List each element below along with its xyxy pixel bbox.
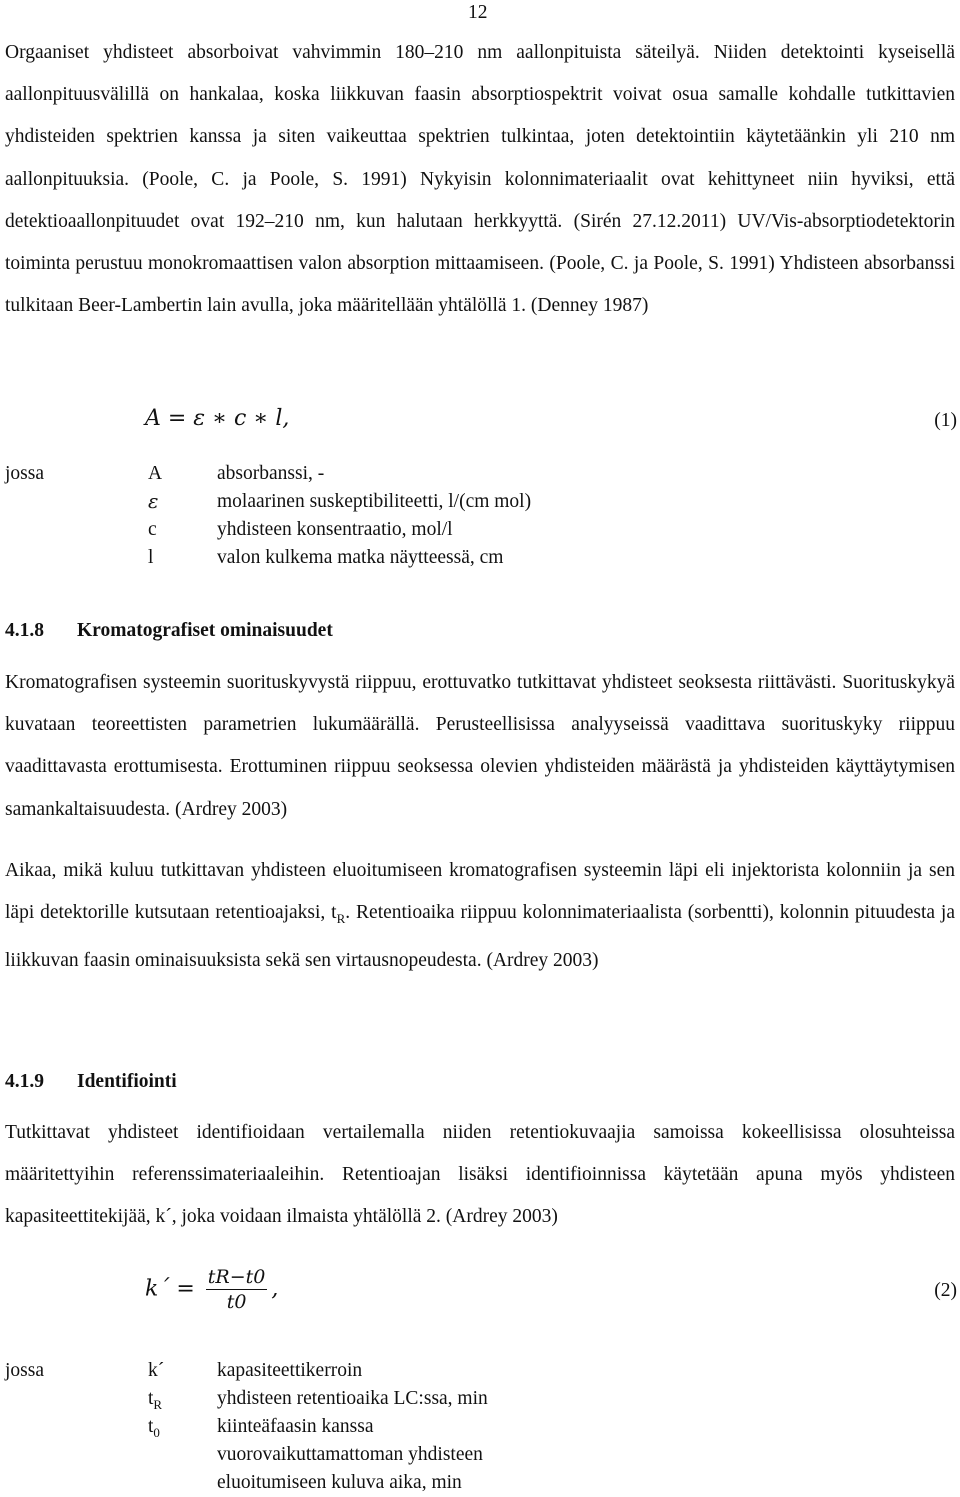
equation-2-denominator: t0 [226, 1291, 247, 1313]
variable-symbol: A [148, 463, 163, 484]
variable-description: molaarinen suskeptibiliteetti, l/(cm mol) [217, 491, 532, 512]
page-number: 12 [468, 2, 488, 23]
variable-description: absorbanssi, - [217, 463, 325, 484]
equation-2 [0, 1262, 960, 1318]
variables-lead: jossa [5, 463, 44, 484]
equation-2-numerator: tR−t0 [207, 1266, 266, 1288]
variables-list-1 [5, 460, 955, 572]
variable-description: kiinteäfaasin kanssa vuorovaikuttamattoman yhdisteen eluoitumiseen kuluva aika, min [217, 1416, 483, 1493]
paragraph-retention-time [5, 850, 955, 983]
heading-number: 4.1.8 [5, 620, 44, 641]
variable-row [5, 1385, 955, 1413]
variable-description: valon kulkema matka näytteessä, cm [217, 547, 504, 568]
retention-text-before: Aikaa, mikä kuluu tutkittavan yhdisteen eluoitumiseen kromatografisen systeemin läpi eli injektorista kolonniin ja sen läpi detektorille kutsutaan retentioajaksi, t [5, 860, 955, 924]
equation-1-number: (1) [934, 410, 957, 431]
variable-description: yhdisteen konsentraatio, mol/l [217, 519, 453, 540]
variable-row [5, 460, 955, 488]
equation-2-formula [145, 1266, 278, 1313]
variable-symbol: l [148, 547, 154, 568]
variable-row [5, 488, 955, 516]
equation-2-fraction [206, 1266, 268, 1313]
equation-1-formula: A = ε ∗ c ∗ l, [145, 406, 290, 431]
paragraph-identification: Tutkittavat yhdisteet identifioidaan vertailemalla niiden retentiokuvaajia samoissa kokeellisissa olosuhteissa määritettyihin referenssimateriaaleihin. Retentioajan lisäksi identifioinnissa käytetään apuna myös yhdisteen kapasiteettitekijää, k´, joka voidaan ilmaista yhtälöllä 2. (Ardrey 2003) [5, 1122, 955, 1228]
equation-2-tail: , [271, 1276, 279, 1302]
heading-number: 4.1.9 [5, 1071, 44, 1092]
equation-1 [0, 402, 960, 442]
variable-row [5, 1413, 955, 1493]
retention-subscript: R [336, 911, 346, 927]
variable-symbol: c [148, 519, 157, 540]
retention-text-after: . Retentioaika riippuu kolonnimateriaalista (sorbentti), kolonnin pituudesta ja liikkuvan faasin ominaisuuksista sekä sen virtausnopeudesta. (Ardrey 2003) [5, 902, 955, 972]
section-heading-4-1-9 [5, 1071, 177, 1093]
variable-description: yhdisteen retentioaika LC:ssa, min [217, 1388, 488, 1409]
section-heading-4-1-8 [5, 620, 333, 642]
variable-description: kapasiteettikerroin [217, 1360, 363, 1381]
variables-list-2 [5, 1357, 955, 1493]
equation-2-number: (2) [934, 1280, 957, 1301]
heading-title: Identifiointi [77, 1071, 177, 1092]
heading-title: Kromatografiset ominaisuudet [77, 620, 333, 641]
variable-symbol: k´ [148, 1360, 165, 1381]
paragraph-chromatographic-properties: Kromatografisen systeemin suorituskyvystä riippuu, erottuvatko tutkittavat yhdisteet seoksesta riittävästi. Suorituskykyä kuvataan teoreettisten parametrien lukumäärällä. Perusteellisissa analyyseissä vaadittava suorituskyky riippuu vaadittavasta erottumisesta. Erottuminen riippuu seoksessa olevien yhdisteiden määrästä ja yhdisteiden käyttäytymisen samankaltaisuudesta. (Ardrey 2003) [5, 672, 955, 820]
variable-row [5, 1357, 955, 1385]
variable-symbol: ε [148, 490, 159, 513]
variable-row [5, 516, 955, 544]
variable-row [5, 544, 955, 572]
variable-symbol: $t_0$ [148, 1416, 160, 1440]
variable-symbol: $t_R$ [148, 1388, 163, 1412]
variables-lead: jossa [5, 1360, 44, 1381]
paragraph-uv-detection: Orgaaniset yhdisteet absorboivat vahvimmin 180–210 nm aallonpituista säteilyä. Niiden detektointi kyseisellä aallonpituusvälillä on hankalaa, koska liikkuvan faasin absorptiospektrit voivat osua samalle kohdalle tutkittavien yhdisteiden spektrien kanssa ja siten vaikeuttaa spektrien tulkintaa, joten detektointiin käytetäänkin yli 210 nm aallonpituuksia. (Poole, C. ja Poole, S. 1991) Nykyisin kolonnimateriaalit ovat kehittyneet niin hyviksi, että detektioaallonpituudet ovat 192–210 nm, kun halutaan herkkyyttä. (Sirén 27.12.2011) UV/Vis-absorptiodetektorin toiminta perustuu monokromaattisen valon absorption mittaamiseen. (Poole, C. ja Poole, S. 1991) Yhdisteen absorbanssi tulkitaan Beer-Lambertin lain avulla, joka määritellään yhtälöllä 1. (Denney 1987) [5, 42, 955, 317]
equation-2-lhs: k´ = [145, 1276, 195, 1302]
